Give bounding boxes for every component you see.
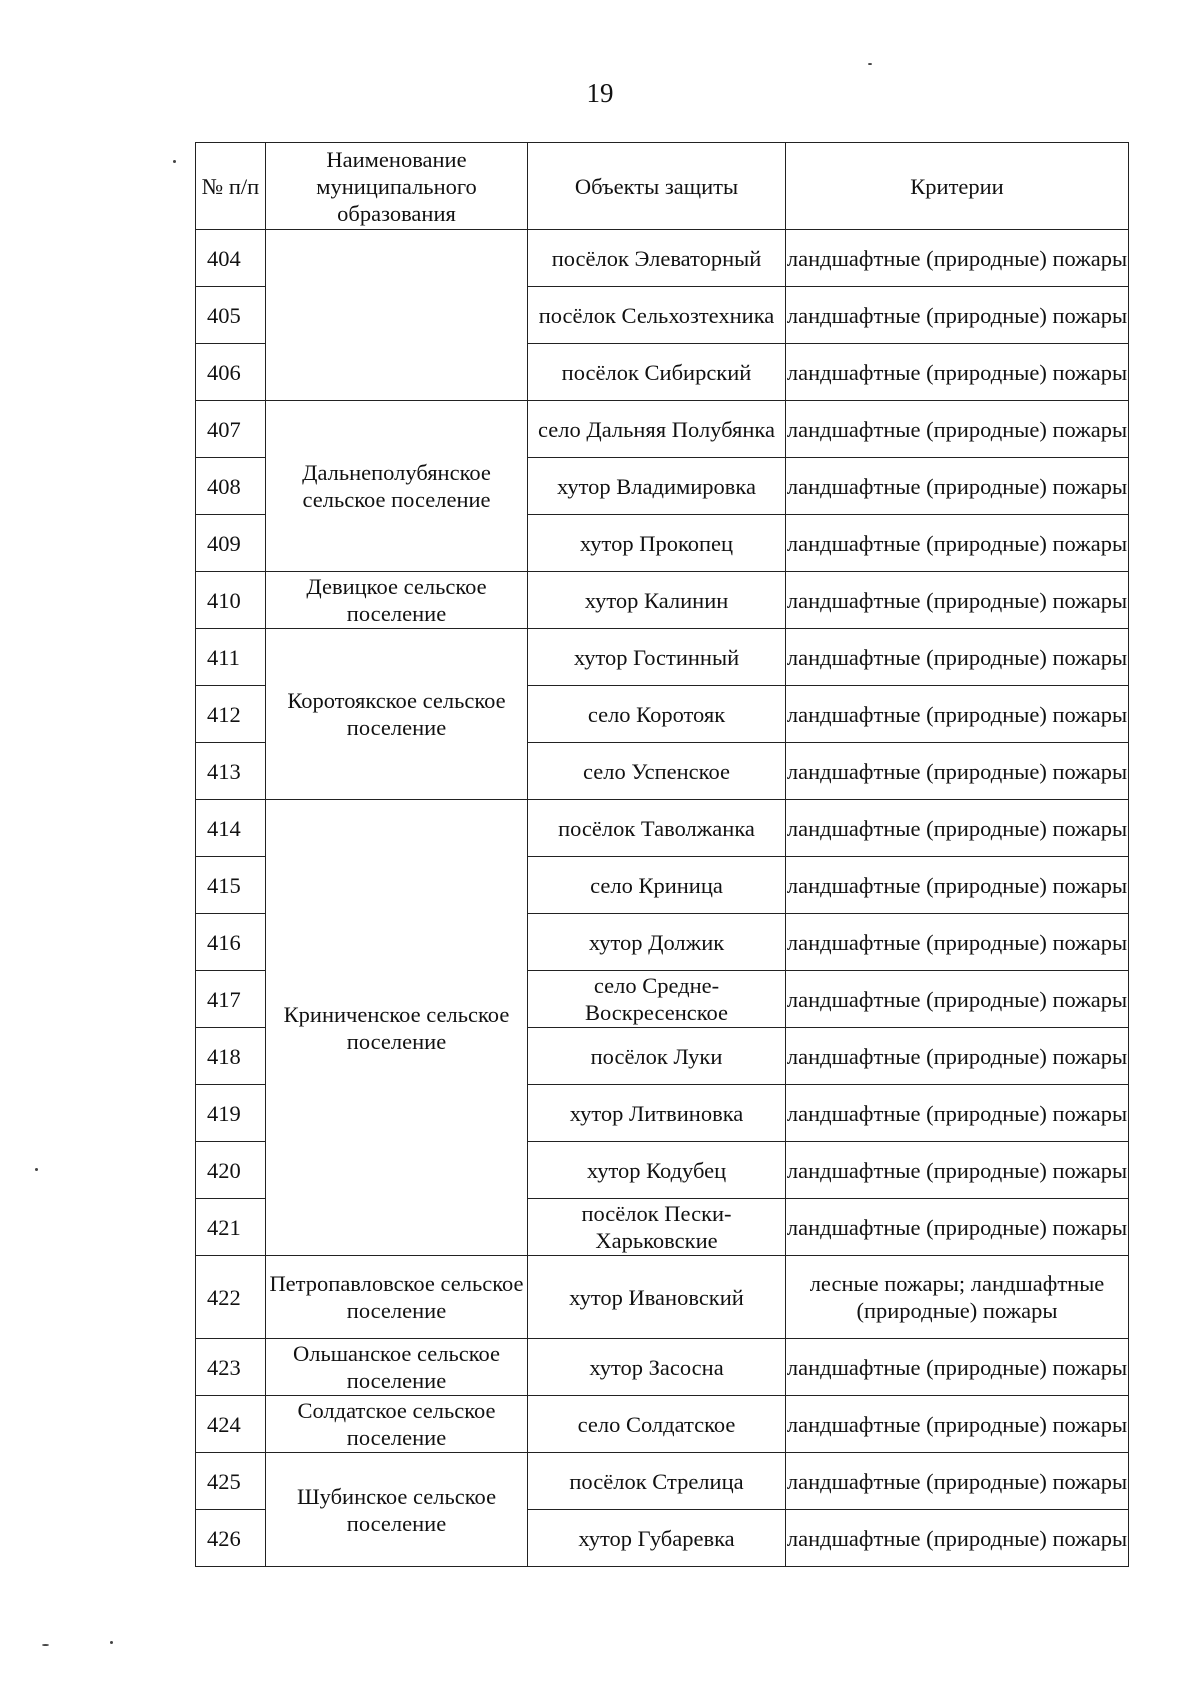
criteria: ландшафтные (природные) пожары xyxy=(786,1453,1129,1510)
criteria: ландшафтные (природные) пожары xyxy=(786,230,1129,287)
protection-object: хутор Гостинный xyxy=(528,629,786,686)
criteria: ландшафтные (природные) пожары xyxy=(786,629,1129,686)
row-number: 414 xyxy=(196,800,266,857)
scan-speck xyxy=(35,1168,38,1171)
row-number: 404 xyxy=(196,230,266,287)
protection-object: посёлок Элеваторный xyxy=(528,230,786,287)
protection-object: посёлок Сибирский xyxy=(528,344,786,401)
protection-object: село Успенское xyxy=(528,743,786,800)
table-row xyxy=(196,1339,1129,1396)
protection-object: хутор Засосна xyxy=(528,1339,786,1396)
protection-object: посёлок Сельхозтехника xyxy=(528,287,786,344)
header-objects: Объекты защиты xyxy=(528,143,786,230)
scan-speck xyxy=(173,160,176,163)
row-number: 422 xyxy=(196,1256,266,1339)
protection-object: хутор Ивановский xyxy=(528,1256,786,1339)
criteria: ландшафтные (природные) пожары xyxy=(786,800,1129,857)
criteria: ландшафтные (природные) пожары xyxy=(786,857,1129,914)
table-row xyxy=(196,572,1129,629)
row-number: 409 xyxy=(196,515,266,572)
protection-object: посёлок Стрелица xyxy=(528,1453,786,1510)
table-row xyxy=(196,1396,1129,1453)
municipality-cell: Дальнеполубянское сельское поселение xyxy=(266,401,528,572)
scan-speck xyxy=(868,63,872,65)
criteria: ландшафтные (природные) пожары xyxy=(786,572,1129,629)
protection-object: хутор Должик xyxy=(528,914,786,971)
table-row xyxy=(196,629,1129,686)
criteria: ландшафтные (природные) пожары xyxy=(786,1339,1129,1396)
protection-object: село Солдатское xyxy=(528,1396,786,1453)
criteria: ландшафтные (природные) пожары xyxy=(786,1199,1129,1256)
municipality-cell: Шубинское сельское поселение xyxy=(266,1453,528,1567)
municipality-cell: Петропавловское сельское поселение xyxy=(266,1256,528,1339)
criteria: ландшафтные (природные) пожары xyxy=(786,1142,1129,1199)
criteria: ландшафтные (природные) пожары xyxy=(786,686,1129,743)
protection-objects-table xyxy=(195,142,1129,1567)
table-row xyxy=(196,401,1129,458)
municipality-cell xyxy=(266,230,528,401)
row-number: 413 xyxy=(196,743,266,800)
municipality-cell: Солдатское сельское поселение xyxy=(266,1396,528,1453)
criteria: ландшафтные (природные) пожары xyxy=(786,971,1129,1028)
row-number: 420 xyxy=(196,1142,266,1199)
protection-object: хутор Владимировка xyxy=(528,458,786,515)
protection-object: хутор Кодубец xyxy=(528,1142,786,1199)
row-number: 426 xyxy=(196,1510,266,1567)
protection-object: посёлок Пески-Харьковские xyxy=(528,1199,786,1256)
table-row xyxy=(196,1256,1129,1339)
table-header-row xyxy=(196,143,1129,230)
row-number: 417 xyxy=(196,971,266,1028)
row-number: 406 xyxy=(196,344,266,401)
row-number: 418 xyxy=(196,1028,266,1085)
criteria: ландшафтные (природные) пожары xyxy=(786,1028,1129,1085)
criteria: ландшафтные (природные) пожары xyxy=(786,743,1129,800)
header-municipality: Наименование муниципального образования xyxy=(266,143,528,230)
row-number: 419 xyxy=(196,1085,266,1142)
header-criteria: Критерии xyxy=(786,143,1129,230)
criteria: лесные пожары; ландшафтные (природные) пожары xyxy=(786,1256,1129,1339)
criteria: ландшафтные (природные) пожары xyxy=(786,458,1129,515)
protection-object: хутор Калинин xyxy=(528,572,786,629)
protection-object: посёлок Луки xyxy=(528,1028,786,1085)
table-row xyxy=(196,800,1129,857)
row-number: 424 xyxy=(196,1396,266,1453)
row-number: 423 xyxy=(196,1339,266,1396)
criteria: ландшафтные (природные) пожары xyxy=(786,287,1129,344)
protection-object: хутор Литвиновка xyxy=(528,1085,786,1142)
row-number: 415 xyxy=(196,857,266,914)
municipality-cell: Девицкое сельское поселение xyxy=(266,572,528,629)
criteria: ландшафтные (природные) пожары xyxy=(786,401,1129,458)
criteria: ландшафтные (природные) пожары xyxy=(786,344,1129,401)
scan-speck xyxy=(110,1641,113,1644)
row-number: 408 xyxy=(196,458,266,515)
criteria: ландшафтные (природные) пожары xyxy=(786,1396,1129,1453)
protection-object: хутор Губаревка xyxy=(528,1510,786,1567)
row-number: 410 xyxy=(196,572,266,629)
row-number: 412 xyxy=(196,686,266,743)
municipality-cell: Коротоякское сельское поселение xyxy=(266,629,528,800)
table-row xyxy=(196,1453,1129,1510)
table-row xyxy=(196,230,1129,287)
page-number: 19 xyxy=(586,78,614,108)
row-number: 405 xyxy=(196,287,266,344)
protection-object: посёлок Таволжанка xyxy=(528,800,786,857)
criteria: ландшафтные (природные) пожары xyxy=(786,1510,1129,1567)
municipality-cell: Криниченское сельское поселение xyxy=(266,800,528,1256)
protection-object: село Средне-Воскресенское xyxy=(528,971,786,1028)
criteria: ландшафтные (природные) пожары xyxy=(786,1085,1129,1142)
row-number: 407 xyxy=(196,401,266,458)
protection-object: село Коротояк xyxy=(528,686,786,743)
protection-object: село Криница xyxy=(528,857,786,914)
protection-object: село Дальняя Полубянка xyxy=(528,401,786,458)
protection-object: хутор Прокопец xyxy=(528,515,786,572)
criteria: ландшафтные (природные) пожары xyxy=(786,914,1129,971)
scan-speck xyxy=(42,1644,49,1646)
header-num: № п/п xyxy=(196,143,266,230)
row-number: 425 xyxy=(196,1453,266,1510)
municipality-cell: Ольшанское сельское поселение xyxy=(266,1339,528,1396)
criteria: ландшафтные (природные) пожары xyxy=(786,515,1129,572)
row-number: 421 xyxy=(196,1199,266,1256)
row-number: 411 xyxy=(196,629,266,686)
row-number: 416 xyxy=(196,914,266,971)
